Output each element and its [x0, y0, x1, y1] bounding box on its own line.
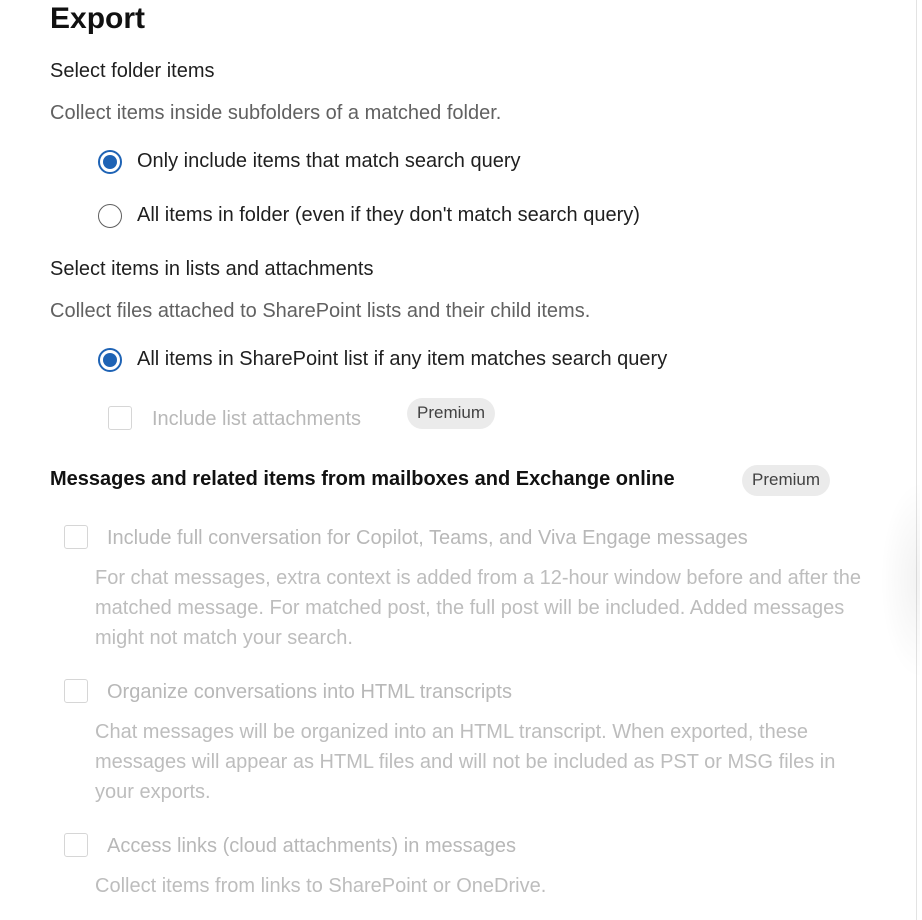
full-conversation-label: Include full conversation for Copilot, Teams, and Viva Engage messages [107, 527, 748, 549]
radio-all-in-folder[interactable] [98, 204, 122, 228]
radio-all-sharepoint-list[interactable] [98, 348, 122, 372]
radio-only-matching[interactable] [98, 150, 122, 174]
html-transcripts-description: Chat messages will be organized into an HTML transcript. When exported, these messages will appear as HTML files and will not be included as PST or MSG files in your exports. [95, 721, 836, 803]
folder-items-heading: Select folder items [50, 60, 215, 82]
include-list-attachments-checkbox[interactable] [108, 406, 132, 430]
messages-heading: Messages and related items from mailboxes and Exchange online [50, 468, 675, 490]
radio-all-in-folder-label[interactable]: All items in folder (even if they don't match search query) [137, 204, 640, 226]
access-links-checkbox[interactable] [64, 833, 88, 857]
radio-all-sharepoint-list-label[interactable]: All items in SharePoint list if any item matches search query [137, 348, 668, 370]
include-list-attachments-label: Include list attachments [152, 408, 361, 430]
premium-badge: Premium [407, 398, 495, 429]
access-links-label: Access links (cloud attachments) in messages [107, 835, 517, 857]
radio-only-matching-label[interactable]: Only include items that match search query [137, 150, 521, 172]
panel-shadow [880, 480, 920, 680]
panel-edge [916, 0, 917, 920]
list-items-description: Collect files attached to SharePoint lists and their child items. [50, 300, 591, 322]
access-links-description: Collect items from links to SharePoint or OneDrive. [95, 875, 547, 897]
page-title: Export [50, 2, 146, 35]
html-transcripts-label: Organize conversations into HTML transcripts [107, 681, 512, 703]
list-items-heading: Select items in lists and attachments [50, 258, 374, 280]
html-transcripts-checkbox[interactable] [64, 679, 88, 703]
messages-premium-badge: Premium [742, 465, 830, 496]
folder-items-description: Collect items inside subfolders of a matched folder. [50, 102, 502, 124]
full-conversation-description: For chat messages, extra context is added from a 12-hour window before and after the matched message. For matched post, the full post will be included. Added messages might not match your search. [95, 567, 861, 649]
full-conversation-checkbox[interactable] [64, 525, 88, 549]
